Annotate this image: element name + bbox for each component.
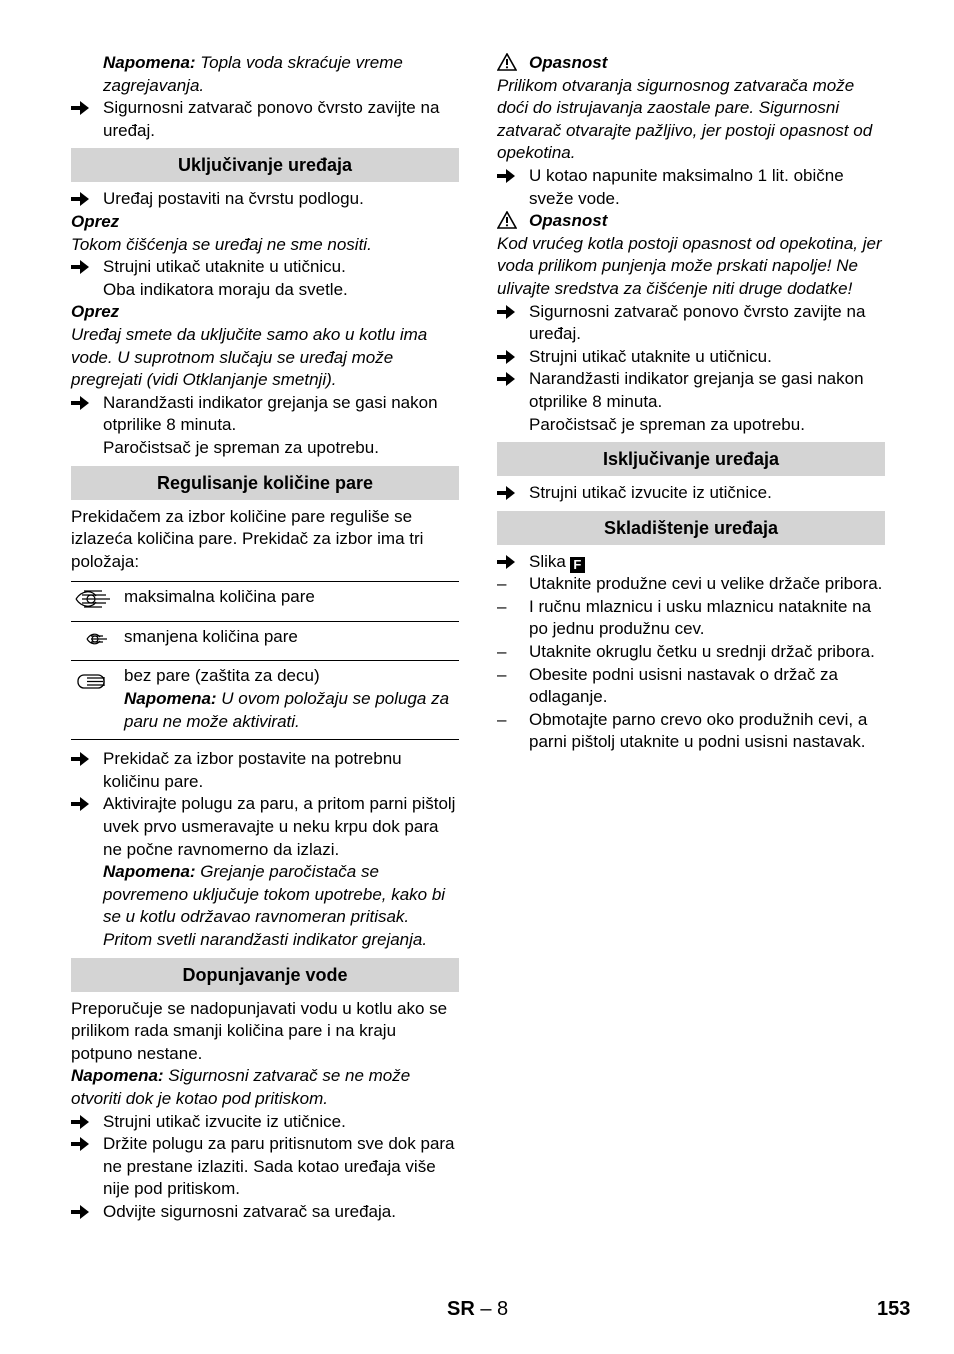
dash-bullet: – — [497, 664, 507, 684]
dash-bullet: – — [497, 574, 507, 594]
left-column — [71, 52, 459, 1224]
steam-reduced-label: smanjena količina pare — [124, 626, 298, 646]
heading-steam-amount: Regulisanje količine pare — [71, 466, 459, 500]
step-unscrew-cap: Odvijte sigurnosni zatvarač sa uređaja. — [71, 1201, 459, 1224]
heading-refill: Dopunjavanje vode — [71, 958, 459, 992]
step-lever: Aktivirajte polugu za paru, a pritom parni pištolj uvek prvo usmeravajte u neku krpu dok para ne počne ravnomerno da izlazi. — [71, 793, 459, 861]
step-close-cap: Sigurnosni zatvarač ponovo čvrsto zavijte na uređaj. — [71, 97, 459, 142]
arrow-icon — [497, 346, 519, 368]
note-pressure: Napomena: Sigurnosni zatvarač se ne može otvoriti dok je kotao pod pritiskom. — [71, 1066, 411, 1108]
steam-reduced-icon — [73, 639, 113, 658]
danger-label: Opasnost — [497, 52, 885, 75]
arrow-icon — [71, 392, 93, 414]
step-plug-in: Strujni utikač utaknite u utičnicu. — [71, 256, 459, 279]
arrow-icon — [71, 188, 93, 210]
ready-text: Paročistsač je spreman za upotrebu. — [103, 437, 379, 457]
danger-text: Prilikom otvaranja sigurnosnog zatvarača može doći do istrujavanja zaostale pare. Sigurnosni zatvarač otvarajte pažljivo, jer postoji opasnost od opekotina. — [497, 75, 873, 163]
step-selector: Prekidač za izbor postavite na potrebnu količinu pare. — [71, 748, 459, 793]
arrow-icon — [497, 551, 519, 573]
dash-bullet: – — [497, 596, 507, 616]
step-indicator: Narandžasti indikator grejanja se gasi nakon otprilike 8 minuta. — [71, 392, 459, 437]
step-surface: Uređaj postaviti na čvrstu podlogu. — [71, 188, 459, 211]
list-item: – I ručnu mlaznicu i usku mlaznicu nataknite na po jednu produžnu cev. — [497, 596, 872, 639]
arrow-icon — [71, 1111, 93, 1133]
list-item: – Utaknite okruglu četku u srednji držač pribora. — [497, 641, 885, 664]
step-figure: Slika F — [497, 551, 885, 574]
arrow-icon — [71, 1201, 93, 1223]
arrow-icon — [497, 301, 519, 323]
caution-label: Oprez — [71, 302, 120, 322]
heading-storage: Skladištenje uređaja — [497, 511, 885, 545]
step-indicator: Narandžasti indikator grejanja se gasi nakon otprilike 8 minuta. — [497, 368, 885, 413]
table-row — [71, 582, 459, 622]
steam-off-note: Napomena: U ovom položaju se poluga za paru ne može aktivirati. — [124, 689, 450, 731]
page-number: 153 — [877, 1298, 911, 1320]
table-row — [71, 661, 459, 740]
warning-triangle-icon — [497, 53, 517, 78]
steam-max-label: maksimalna količina pare — [124, 587, 315, 607]
steam-max-icon — [73, 599, 113, 618]
danger-text: Kod vrućeg kotla postoji opasnost od opekotina, jer voda prilikom punjenja može prskati napolje! Ne ulivajte sredstva za čišćenje niti druge dodatke! — [497, 233, 882, 298]
heading-switch-off: Isključivanje uređaja — [497, 442, 885, 476]
steam-positions-table — [71, 581, 459, 740]
list-item: – Utaknite produžne cevi u velike držače pribora. — [497, 573, 885, 596]
dash-bullet: – — [497, 642, 507, 662]
caution-label: Oprez — [71, 211, 120, 231]
arrow-icon — [71, 256, 93, 278]
heading-switch-on: Uključivanje uređaja — [71, 148, 459, 182]
steam-intro: Prekidačem za izbor količine pare reguliše se izlazeća količina pare. Prekidač za izbor ima tri položaja: — [71, 506, 424, 571]
step-plug-in: Strujni utikač utaknite u utičnicu. — [497, 346, 885, 369]
note-warm-water: Napomena: Topla voda skraćuje vreme zagrejavanja. — [103, 53, 403, 95]
arrow-icon — [497, 482, 519, 504]
arrow-icon — [71, 793, 93, 815]
danger-label: Opasnost — [497, 210, 885, 233]
list-item: – Obesite podni usisni nastavak o držač za odlaganje. — [497, 664, 839, 707]
arrow-icon — [497, 368, 519, 390]
warning-triangle-icon — [497, 211, 517, 236]
step-fill-water: U kotao napunite maksimalno 1 lit. obične sveže vode. — [497, 165, 885, 210]
ready-text: Paročistsač je spreman za upotrebu. — [529, 414, 805, 434]
note-heating: Napomena: Grejanje paročistača se povremeno uključuje tokom upotrebe, kako bi se u kotlu održavao ravnomeran pritisak. Pritom svetli narandžasti indikator grejanja. — [103, 862, 446, 949]
steam-off-icon — [73, 682, 113, 701]
arrow-icon — [71, 748, 93, 770]
step-unplug: Strujni utikač izvucite iz utičnice. — [497, 482, 885, 505]
dash-bullet: – — [497, 709, 507, 729]
footer-section-label: SR – 8 — [447, 1298, 509, 1320]
step-unplug: Strujni utikač izvucite iz utičnice. — [71, 1111, 459, 1134]
table-row — [71, 621, 459, 661]
caution-text: Tokom čišćenja se uređaj ne sme nositi. — [71, 234, 372, 254]
arrow-icon — [71, 1133, 93, 1155]
steam-off-label: bez pare (zaštita za decu) — [124, 666, 320, 686]
arrow-icon — [497, 165, 519, 187]
right-column — [497, 52, 885, 754]
arrow-icon — [71, 97, 93, 119]
list-item: – Obmotajte parno crevo oko produžnih cevi, a parni pištolj utaknite u podni usisni nastavak. — [497, 709, 868, 752]
figure-reference-badge: F — [570, 557, 585, 573]
step-close-cap: Sigurnosni zatvarač ponovo čvrsto zavijte na uređaj. — [497, 301, 885, 346]
plug-result: Oba indikatora moraju da svetle. — [103, 279, 348, 299]
step-hold-lever: Držite polugu za paru pritisnutom sve dok para ne prestane izlaziti. Sada kotao uređaja više nije pod pritiskom. — [71, 1133, 459, 1201]
caution-text: Uređaj smete da uključite samo ako u kotlu ima vode. U suprotnom slučaju se uređaj može pregrejati (vidi Otklanjanje smetnji). — [71, 324, 428, 390]
refill-intro: Preporučuje se nadopunjavati vodu u kotlu ako se prilikom rada smanji količina pare i na kraju potpuno nestane. — [71, 998, 448, 1063]
